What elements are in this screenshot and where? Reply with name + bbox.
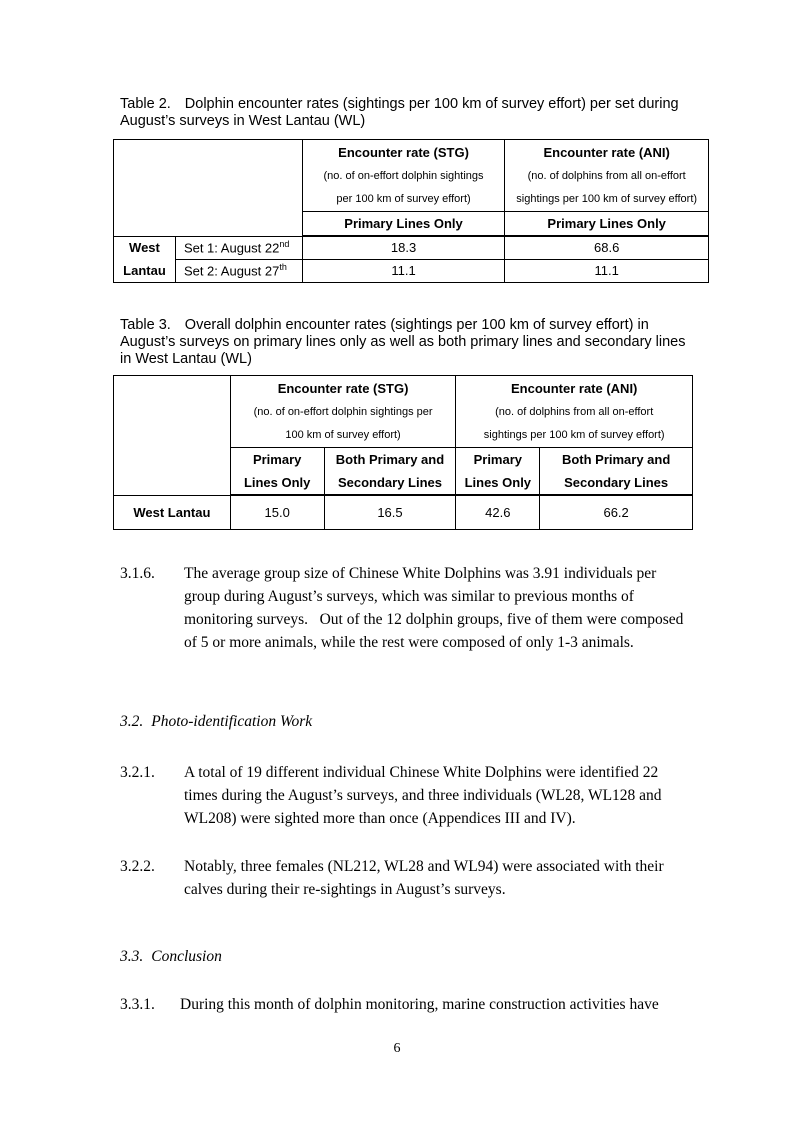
table2-stg-subtitle-2: per 100 km of survey effort) [302,188,505,212]
page-number: 6 [393,1041,401,1056]
table3-empty-corner [114,376,231,496]
table3-stg-header: Encounter rate (STG) [230,376,456,401]
table3-col-both-line1: Both Primary and [324,447,456,471]
paragraph-text: Notably, three females (NL212, WL28 and WL94) were associated with their calves during their re-sightings in August’s surveys. [184,858,664,898]
table2-ani-header: Encounter rate (ANI) [505,140,709,165]
table3-col-primary-line2: Lines Only [230,471,324,495]
table2-stg-primary-only: Primary Lines Only [302,211,505,236]
table2-stg-header: Encounter rate (STG) [302,140,505,165]
paragraph-number: 3.2.2. [120,858,155,875]
paragraph-number: 3.3.1. [120,996,155,1013]
table2-set1-ani-value: 68.6 [505,236,709,259]
paragraph-number: 3.1.6. [120,565,155,582]
paragraph-3-2-2 [120,855,690,901]
table3-ani-header: Encounter rate (ANI) [456,376,693,401]
table2-ani-subtitle-1: (no. of dolphins from all on-effort [505,165,709,188]
table3-col-both-line2-ani: Secondary Lines [540,471,693,495]
paragraph-3-3-1 [120,993,690,1016]
table3-ani-both-value: 66.2 [540,495,693,529]
table2-set2-stg-value: 11.1 [302,259,505,282]
section-heading-3-3 [120,948,222,966]
section-title: Photo-identification Work [151,713,313,730]
section-number: 3.3. [120,948,144,965]
table3-row-label: West Lantau [114,495,231,529]
table2-caption-text: Dolphin encounter rates (sightings per 100 km of survey effort) per set during August’s surveys in West Lantau (WL) [120,96,679,129]
table2-set1-stg-value: 18.3 [302,236,505,259]
table3-caption [120,317,700,368]
table3-ani-subtitle-1: (no. of dolphins from all on-effort [456,401,693,424]
section-heading-3-2 [120,713,312,731]
table3-caption-number: Table 3. [120,317,171,333]
table2-area-label-line1: West [114,236,176,259]
table2-set1-label: Set 1: August 22nd [175,236,302,259]
section-title: Conclusion [151,948,222,965]
table3-ani-subtitle-2: sightings per 100 km of survey effort) [456,424,693,448]
table3-stg-both-value: 16.5 [324,495,456,529]
table2-ani-primary-only: Primary Lines Only [505,211,709,236]
table2-empty-corner [114,140,303,237]
table2-ani-subtitle-2: sightings per 100 km of survey effort) [505,188,709,212]
table2-set2-label: Set 2: August 27th [175,259,302,282]
paragraph-text: During this month of dolphin monitoring, marine construction activities have [180,996,659,1013]
table2-area-label-line2: Lantau [114,259,176,282]
section-number: 3.2. [120,713,144,730]
paragraph-3-1-6 [120,562,690,654]
table3-stg-primary-value: 15.0 [230,495,324,529]
table3-col-both-line1-ani: Both Primary and [540,447,693,471]
table2 [113,139,709,283]
table3-col-primary-line1: Primary [230,447,324,471]
table3-col-primary-line1-ani: Primary [456,447,540,471]
table3-caption-text: Overall dolphin encounter rates (sightings per 100 km of survey effort) in August’s surveys on primary lines only as well as both primary lines and secondary lines in West Lantau (WL) [120,317,686,367]
table2-caption-number: Table 2. [120,96,171,112]
paragraph-number: 3.2.1. [120,764,155,781]
table3 [113,375,693,530]
table3-ani-primary-value: 42.6 [456,495,540,529]
table3-stg-subtitle-2: 100 km of survey effort) [230,424,456,448]
table2-stg-subtitle-1: (no. of on-effort dolphin sightings [302,165,505,188]
paragraph-3-2-1 [120,761,690,830]
table3-col-primary-line2-ani: Lines Only [456,471,540,495]
table3-col-both-line2: Secondary Lines [324,471,456,495]
table2-caption [120,96,700,130]
paragraph-text: The average group size of Chinese White Dolphins was 3.91 individuals per group during August’s surveys, which was similar to previous months of monitoring surveys. Out of the 12 dolphin groups, five of them were composed of 5 or more animals, while the rest were composed of only 1-3 animals. [184,565,684,651]
table2-set2-ani-value: 11.1 [505,259,709,282]
paragraph-text: A total of 19 different individual Chinese White Dolphins were identified 22 times during the August’s surveys, and three individuals (WL28, WL128 and WL208) were sighted more than once (Appendices III and IV). [184,764,662,827]
table3-stg-subtitle-1: (no. of on-effort dolphin sightings per [230,401,456,424]
